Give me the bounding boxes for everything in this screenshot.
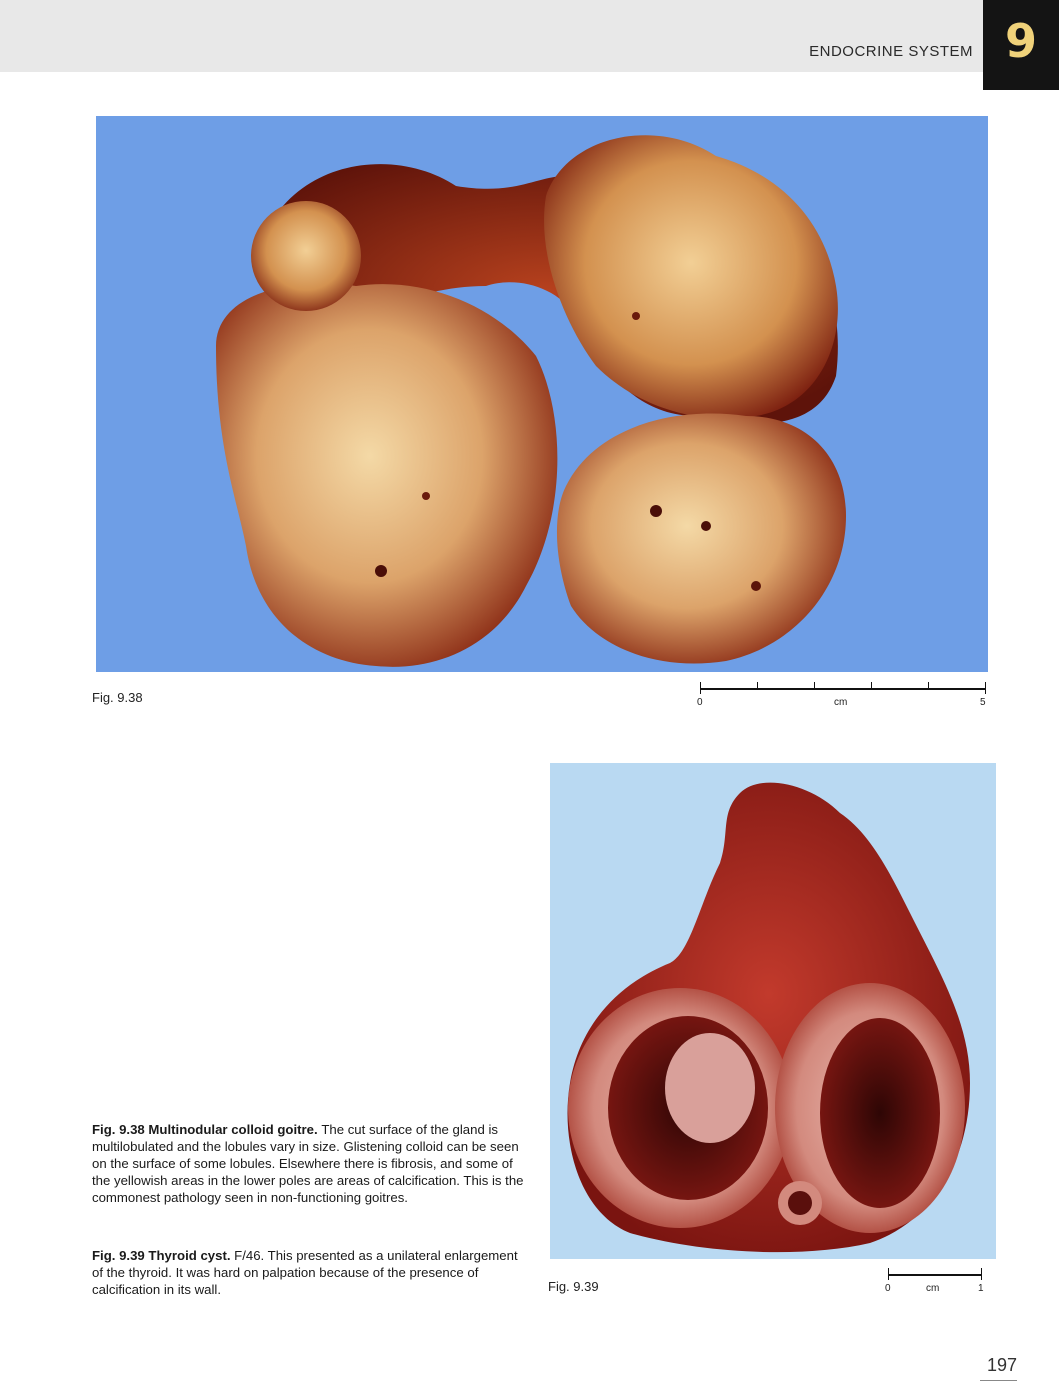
page-number: 197 [986,1355,1017,1375]
caption-body: The cut surface of the gland is multilobulated and the lobules vary in size. Glistening colloid can be seen on the surface of some lobules. Elsewhere there is fibrosis, and some of the yellowish areas in the lower poles are areas of calcification. This is the commonest pathology seen in non-functioning goitres. [92,1122,524,1205]
figure-label: Fig. 9.38 [92,690,143,705]
section-title: ENDOCRINE SYSTEM [809,43,973,60]
caption-title: Fig. 9.38 Multinodular colloid goitre. [92,1122,322,1137]
scale-tick [888,1268,889,1280]
caption-title: Fig. 9.39 Thyroid cyst. [92,1248,235,1263]
figure-caption [92,1247,524,1298]
scale-end: 5 [980,697,986,708]
chapter-number: 9 [1004,14,1037,68]
scale-start: 0 [697,697,703,708]
scale-tick [928,682,929,690]
scale-bar [885,1266,988,1296]
scale-tick [757,682,758,690]
figure-caption [92,1121,524,1206]
scale-tick [981,1268,982,1280]
scale-tick [985,682,986,694]
scale-line [700,688,986,690]
scale-start: 0 [885,1283,891,1294]
scale-unit: cm [926,1283,940,1294]
scale-tick [871,682,872,690]
scale-bar [697,680,990,710]
scale-unit: cm [834,697,848,708]
scale-tick [814,682,815,690]
goitre-photo [96,116,988,672]
scale-line [888,1274,982,1276]
thyroid-cyst-photo [550,763,996,1259]
figure-label: Fig. 9.39 [548,1279,599,1294]
scale-tick [700,682,701,694]
chapter-badge [983,0,1059,90]
header-band [0,0,1059,72]
page-number-rule [980,1380,1017,1381]
caption-body: F/46. This presented as a unilateral enlargement of the thyroid. It was hard on palpation because of the presence of calcification in its wall. [92,1248,518,1297]
scale-end: 1 [978,1283,984,1294]
